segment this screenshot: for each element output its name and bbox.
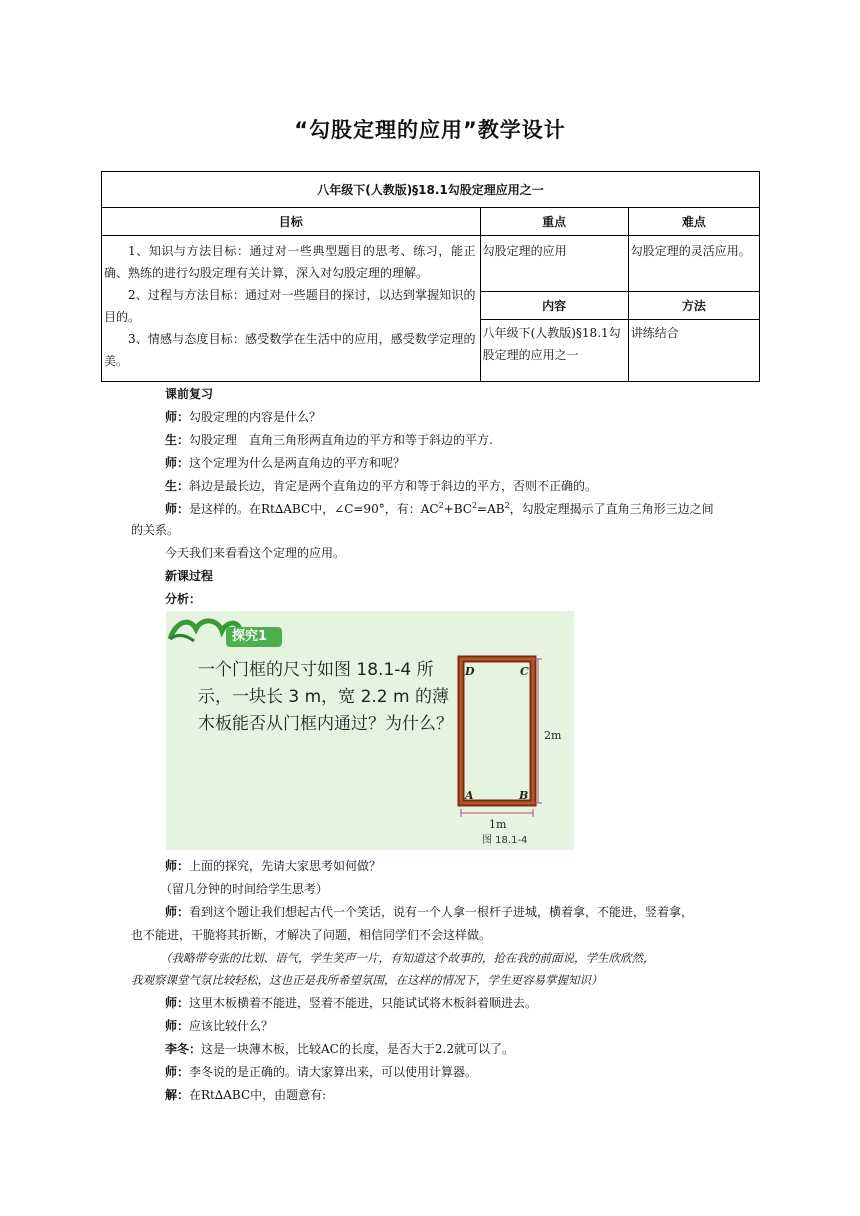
vertex-label-d: D: [465, 665, 475, 678]
vertex-label-a: A: [465, 789, 474, 802]
speech: 这是一块薄木板，比较AC的长度，是否大于2.2就可以了。: [201, 1042, 514, 1056]
teacher-note-cont: 我观察课堂气氛比较轻松，这也正是我所希望氛围，在这样的情况下，学生更容易掌握知识）: [131, 973, 603, 987]
dialogue-line: [165, 903, 693, 921]
speech: 上面的探究，先请大家思考如何做？: [189, 859, 382, 873]
height-label: 2m: [544, 729, 562, 742]
goals-cell: [102, 236, 481, 382]
speaker: 师：: [165, 859, 190, 873]
dialogue-line: [165, 408, 321, 426]
col-method: 方法: [628, 292, 759, 320]
width-label: 1m: [489, 818, 507, 831]
goal-item: 2、过程与方法目标：通过对一些题目的探讨，以达到掌握知识的目的。: [104, 288, 476, 324]
col-content: 内容: [480, 292, 628, 320]
dialogue-line: [165, 477, 597, 495]
dialogue-line-cont: 的关系。: [131, 523, 180, 537]
exploration-tag: 探究1: [232, 629, 268, 644]
method-cell: 讲练结合: [628, 320, 759, 382]
speaker: 师：: [165, 996, 190, 1010]
document-title: “勾股定理的应用”教学设计: [294, 118, 566, 142]
dialogue-line: [165, 431, 493, 449]
square-superscript: 2: [504, 501, 510, 510]
speech: 斜边是最长边，肯定是两个直角边的平方和等于斜边的平方，否则不正确的。: [189, 479, 598, 493]
teacher-note: （我略带夸张的比划、语气，学生笑声一片，有知道这个故事的，抢在我的前面说，学生欣欣然，: [160, 951, 655, 965]
door-frame-highlight: [461, 659, 533, 803]
speech: 看到这个题让我们想起古代一个笑话，说有一个人拿一根杆子进城，横着拿，不能进，竖着拿，: [189, 905, 694, 919]
analysis-label: 分析：: [165, 592, 202, 606]
speech: +BC: [443, 502, 472, 516]
goal-item: 3、情感与态度目标：感受数学在生活中的应用，感受数学定理的美。: [104, 332, 476, 368]
vertex-label-b: B: [519, 789, 529, 802]
speech: 这里木板横着不能进，竖着不能进，只能试试将木板斜着顺进去。: [189, 996, 538, 1010]
dialogue-line: [165, 454, 405, 472]
speaker: 生：: [165, 479, 190, 493]
speaker: 解：: [165, 1088, 190, 1102]
table-header: 八年级下(人教版)§18.1勾股定理应用之一: [102, 172, 760, 208]
speaker: 师：: [165, 1019, 190, 1033]
speaker: 师：: [165, 410, 190, 424]
speaker: 师：: [165, 502, 190, 516]
speech: ，勾股定理揭示了直角三角形三边之间: [509, 502, 714, 516]
speech: 勾股定理 直角三角形两直角边的平方和等于斜边的平方.: [189, 433, 493, 447]
speech: 勾股定理的内容是什么？: [189, 410, 322, 424]
key-point: 勾股定理的应用: [480, 236, 628, 292]
speech: 在Rt∆ABC中，由题意有:: [189, 1088, 327, 1102]
dialogue-line: [165, 1017, 273, 1035]
dialogue-line: [165, 857, 381, 875]
lesson-plan-table: [101, 171, 760, 382]
dialogue-line-cont: 也不能进，干脆将其折断，才解决了问题，相信同学们不会这样做。: [131, 928, 492, 942]
exploration-figure: [166, 611, 574, 850]
square-superscript: 2: [438, 501, 444, 510]
speaker: 生：: [165, 433, 190, 447]
speech: 应该比较什么？: [189, 1019, 274, 1033]
review-heading: 课前复习: [165, 387, 214, 401]
speech: 这个定理为什么是两直角边的平方和呢？: [189, 456, 406, 470]
col-key-point: 重点: [480, 208, 628, 236]
col-goal: 目标: [102, 208, 481, 236]
door-frame-diagram: [444, 641, 572, 846]
dialogue-line: [165, 994, 537, 1012]
goal-item: 1、知识与方法目标：通过对一些典型题目的思考、练习，能正确、熟练的进行勾股定理有关计算，深入对勾股定理的理解。: [104, 244, 476, 280]
dialogue-line: [165, 500, 714, 518]
vertex-label-c: C: [520, 665, 529, 678]
new-lesson-heading: 新课过程: [165, 569, 214, 583]
difficult-point: 勾股定理的灵活应用。: [628, 236, 759, 292]
dialogue-line: [165, 1063, 477, 1081]
figure-caption: 图 18.1-4: [482, 835, 528, 846]
paragraph: 今天我们来看看这个定理的应用。: [165, 546, 346, 560]
stage-note: （留几分钟的时间给学生思考）: [160, 882, 329, 896]
content-cell: 八年级下(人教版)§18.1勾股定理的应用之一: [480, 320, 628, 382]
dialogue-line: [165, 1040, 514, 1058]
leaf-banner-icon: [166, 611, 286, 655]
speech: 李冬说的是正确的。请大家算出来，可以使用计算器。: [189, 1065, 478, 1079]
speaker: 师：: [165, 1065, 190, 1079]
dialogue-line: [165, 1086, 326, 1104]
speech: =AB: [477, 502, 505, 516]
speech: 是这样的。在Rt∆ABC中，∠C=90°，有：AC: [189, 502, 439, 516]
speaker: 李冬：: [165, 1042, 202, 1056]
speaker: 师：: [165, 456, 190, 470]
speaker: 师：: [165, 905, 190, 919]
door-frame: [461, 659, 533, 803]
col-difficult-point: 难点: [628, 208, 759, 236]
exploration-question: 一个门框的尺寸如图 18.1-4 所示，一块长 3 m，宽 2.2 m 的薄木板能否从门框内通过？为什么？: [198, 660, 453, 734]
square-superscript: 2: [471, 501, 478, 510]
